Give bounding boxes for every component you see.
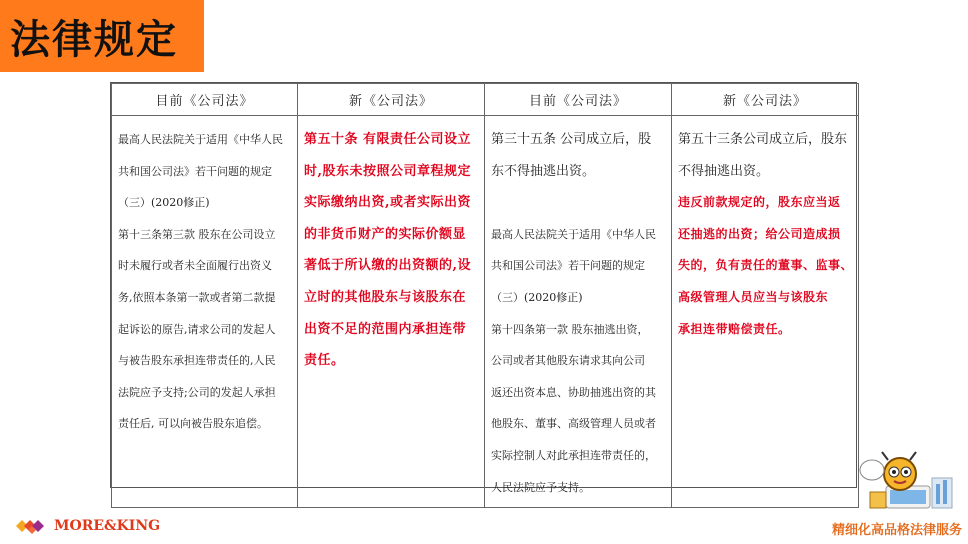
text-line: 公司或者其他股东请求其向公司 [491, 354, 645, 368]
comparison-table [110, 82, 857, 494]
text-line: 他股东、董事、高级管理人员或者 [491, 417, 656, 431]
brand-name: MORE&KING [54, 518, 161, 534]
text-line: 最高人民法院关于适用《中华人民 [491, 227, 656, 241]
text-line: 时未履行或者未全面履行出资义 [118, 259, 272, 273]
more-king-logo-icon [14, 516, 48, 536]
highlight-line: 还抽逃的出资；给公司造成损 [678, 226, 841, 241]
text-line: 实际控制人对此承担连带责任的， [491, 448, 656, 462]
text-line: 返还出资本息、协助抽逃出资的其 [491, 385, 656, 399]
text-line: 起诉讼的原告,请求公司的发起人 [118, 322, 276, 336]
header-current-law-2: 目前《公司法》 [485, 84, 672, 116]
header-current-law-1: 目前《公司法》 [112, 84, 298, 116]
highlight-line: 著低于所认缴的出资额的,设 [304, 258, 472, 274]
brand-logo [14, 516, 160, 536]
text-line: 人民法院应予支持。 [491, 480, 590, 494]
text-line: 务,依照本条第一款或者第二款提 [118, 290, 276, 304]
highlight-line: 时,股东未按照公司章程规定 [304, 163, 472, 179]
highlight-line: 责任。 [304, 353, 345, 369]
highlight-line: 失的，负有责任的董事、监事、 [678, 258, 854, 273]
header-new-law-1: 新《公司法》 [298, 84, 485, 116]
cell-current-law-1 [112, 116, 298, 508]
highlight-line: 出资不足的范围内承担连带 [304, 321, 467, 337]
text-line: 共和国公司法》若干问题的规定 [491, 259, 645, 273]
highlight-line: 立时的其他股东与该股东在 [304, 289, 467, 305]
bee-mascot-icon [856, 448, 960, 514]
text-line: 法院应予支持;公司的发起人承担 [118, 385, 276, 399]
cell-current-law-2 [485, 116, 672, 508]
header-new-law-2: 新《公司法》 [672, 84, 859, 116]
cell-new-law-2 [672, 116, 859, 508]
text-line: 不得抽逃出资。 [678, 163, 770, 179]
text-line: 与被告股东承担连带责任的,人民 [118, 354, 276, 368]
highlight-line: 的非货币财产的实际价额显 [304, 226, 467, 242]
text-line: 第十三条第三款 股东在公司设立 [118, 227, 276, 241]
highlight-line: 第五十条 有限责任公司设立 [304, 132, 472, 147]
text-line: 共和国公司法》若干问题的规定 [118, 164, 272, 178]
highlight-line: 实际缴纳出资,或者实际出资 [304, 195, 472, 211]
page-title: 法律规定 [10, 16, 178, 63]
cell-new-law-1 [298, 116, 485, 508]
text-line: 第五十三条公司成立后，股东 [678, 132, 848, 147]
highlight-line: 违反前款规定的，股东应当返 [678, 195, 841, 210]
text-line: （三）(2020修正) [118, 196, 210, 210]
text-line: 东不得抽逃出资。 [491, 163, 596, 179]
highlight-line: 承担连带赔偿责任。 [678, 321, 791, 336]
highlight-line: 高级管理人员应当与该股东 [678, 289, 829, 304]
text-line: 最高人民法院关于适用《中华人民 [118, 133, 283, 146]
text-line [491, 187, 667, 219]
title-banner [0, 0, 204, 72]
text-line: （三）(2020修正) [491, 290, 583, 304]
brand-slogan: 精细化高品格法律服务 [831, 523, 962, 538]
text-line: 责任后, 可以向被告股东追偿。 [118, 417, 268, 431]
text-line: 第三十五条 公司成立后，股 [491, 132, 652, 147]
text-line: 第十四条第一款 股东抽逃出资， [491, 322, 649, 336]
